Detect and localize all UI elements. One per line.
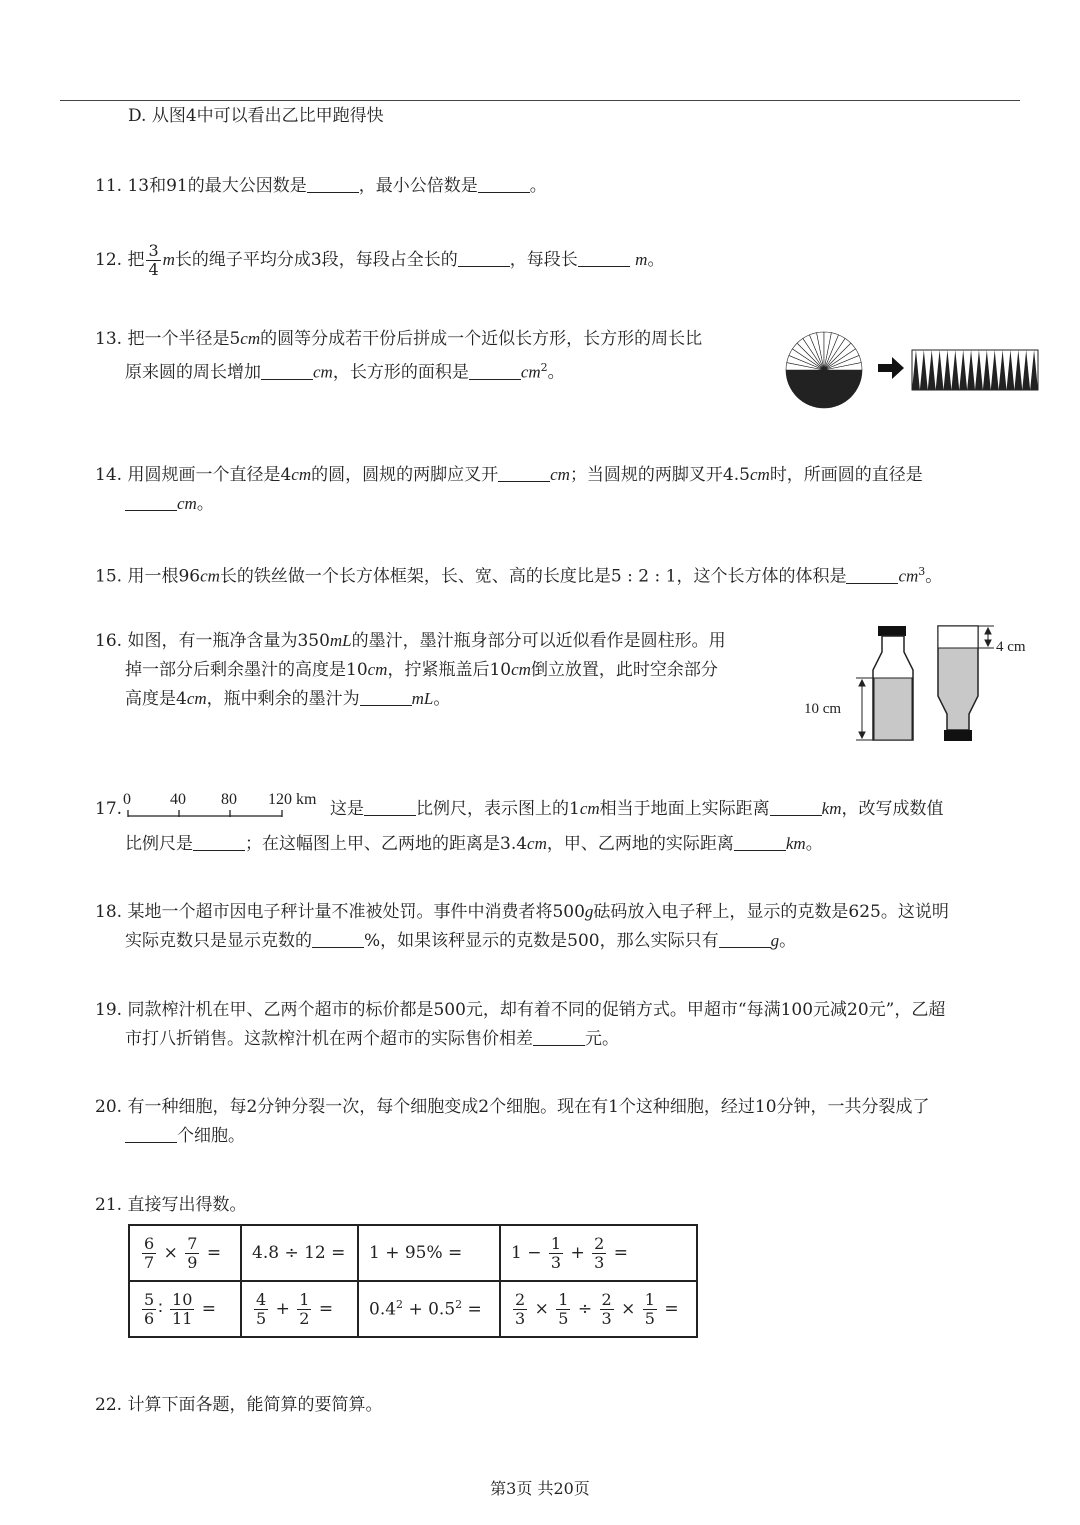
header-rule — [60, 100, 1020, 101]
question-16-line3: 高度是4cm，瓶中剩余的墨汁为 mL。 — [125, 689, 451, 709]
question-17-number: 17. — [95, 799, 123, 819]
page-footer: 第3页 共20页 — [490, 1479, 590, 1498]
calc-cell[interactable]: $\frac{6}{7}$ × $\frac{7}{9}$ = — [129, 1225, 241, 1281]
answer-blank[interactable] — [578, 250, 630, 267]
question-15: 15. 用一根96cm长的铁丝做一个长方体框架，长、宽、高的长度比是5 : 2 : 1，这个长方体的体积是 $cm^3$。 — [95, 565, 943, 587]
question-17-line1: 这是 比例尺，表示图上的1cm相当于地面上实际距离 km，改写成数值 — [330, 799, 944, 819]
ink-bottle-figure — [800, 622, 1040, 747]
option-d: D. 从图4中可以看出乙比甲跑得快 — [128, 106, 384, 126]
scale-tick-label: 40 — [170, 791, 186, 808]
question-16-line2: 掉一部分后剩余墨汁的高度是10cm，拧紧瓶盖后10cm倒立放置，此时空余部分 — [125, 660, 718, 680]
question-17-line2: 比例尺是 ；在这幅图上甲、乙两地的距离是3.4cm，甲、乙两地的实际距离 km。 — [125, 834, 823, 854]
answer-blank[interactable] — [458, 250, 510, 267]
question-12: 12. 把 $\frac{3}{4}$ m长的绳子平均分成3段，每段占全长的 ，每段长 m。 — [95, 241, 665, 279]
question-19-line1: 19. 同款榨汁机在甲、乙两个超市的标价都是500元，却有着不同的促销方式。甲超市“每满100元减20元”，乙超 — [95, 1000, 946, 1020]
upright-bottle — [873, 626, 913, 740]
divided-circle — [786, 332, 862, 408]
answer-blank[interactable] — [307, 176, 359, 193]
answer-blank[interactable] — [770, 799, 822, 816]
question-18-line2: 实际克数只是显示克数的 %，如果该秤显示的克数是500，那么实际只有 g。 — [125, 931, 797, 951]
label-4cm: 4 cm — [996, 639, 1026, 655]
question-21: 21. 直接写出得数。 — [95, 1195, 247, 1215]
approx-rectangle — [912, 350, 1038, 390]
height-marker-left — [856, 678, 874, 740]
question-14-line1: 14. 用圆规画一个直径是4cm的圆，圆规的两脚应叉开 cm；当圆规的两脚叉开4.5cm时，所画圆的直径是 — [95, 465, 923, 485]
answer-blank[interactable] — [478, 176, 530, 193]
label-10cm: 10 cm — [804, 701, 842, 717]
question-14-line2: cm。 — [125, 490, 214, 518]
question-11: 11. 13和91的最大公因数是 ，最小公倍数是 。 — [95, 176, 547, 196]
question-19-line2: 市打八折销售。这款榨汁机在两个超市的实际售价相差 元。 — [125, 1029, 619, 1049]
answer-blank[interactable] — [846, 567, 898, 584]
scale-tick-label: 0 — [123, 791, 131, 808]
question-13-line1: 13. 把一个半径是5cm的圆等分成若干份后拼成一个近似长方形，长方形的周长比 — [95, 329, 703, 349]
question-20-line2: 个细胞。 — [125, 1122, 245, 1150]
calc-cell[interactable]: 1 + 95% = — [358, 1225, 500, 1281]
answer-blank[interactable] — [533, 1029, 585, 1046]
calc-cell[interactable]: $0.4^2 + 0.5^2$ = — [358, 1281, 500, 1337]
calc-cell[interactable]: 1 − $\frac{1}{3}$ + $\frac{2}{3}$ = — [500, 1225, 697, 1281]
inverted-bottle — [938, 626, 978, 741]
answer-blank[interactable] — [734, 834, 786, 851]
circle-to-rectangle-figure — [780, 328, 1042, 414]
calc-cell[interactable]: $\frac{2}{3}$ × $\frac{1}{5}$ ÷ $\frac{2}{3}$ × $\frac{1}{5}$ = — [500, 1281, 697, 1337]
mental-math-table — [128, 1224, 698, 1338]
calc-cell[interactable]: $\frac{5}{6}$ ∶ $\frac{10}{11}$ = — [129, 1281, 241, 1337]
height-marker-right — [978, 626, 994, 648]
line-scale-bar — [120, 788, 330, 822]
answer-blank[interactable] — [364, 799, 416, 816]
answer-blank[interactable] — [193, 834, 245, 851]
answer-blank[interactable] — [312, 931, 364, 948]
calc-cell[interactable]: $\frac{4}{5}$ + $\frac{1}{2}$ = — [241, 1281, 358, 1337]
answer-blank[interactable] — [498, 465, 550, 482]
answer-blank[interactable] — [360, 689, 412, 706]
answer-blank[interactable] — [125, 1126, 177, 1143]
answer-blank[interactable] — [261, 363, 313, 380]
arrow-icon — [878, 357, 904, 379]
question-16-line1: 16. 如图，有一瓶净含量为350mL的墨汁，墨汁瓶身部分可以近似看作是圆柱形。用 — [95, 631, 726, 651]
scale-tick-label: 80 — [221, 791, 237, 808]
answer-blank[interactable] — [719, 931, 771, 948]
question-13-line2: 原来圆的周长增加 cm，长方形的面积是 $cm^2$。 — [125, 361, 565, 383]
fraction: $\frac{3}{4}$ — [148, 241, 159, 279]
calc-cell[interactable]: 4.8 ÷ 12 = — [241, 1225, 358, 1281]
answer-blank[interactable] — [469, 363, 521, 380]
answer-blank[interactable] — [125, 494, 177, 511]
question-18-line1: 18. 某地一个超市因电子秤计量不准被处罚。事件中消费者将500g砝码放入电子秤上，显示的克数是625。这说明 — [95, 902, 949, 922]
question-22: 22. 计算下面各题，能简算的要简算。 — [95, 1395, 383, 1415]
scale-tick-label: 120 km — [268, 791, 317, 808]
question-20-line1: 20. 有一种细胞，每2分钟分裂一次，每个细胞变成2个细胞。现在有1个这种细胞，经过10分钟，一共分裂成了 — [95, 1097, 930, 1117]
